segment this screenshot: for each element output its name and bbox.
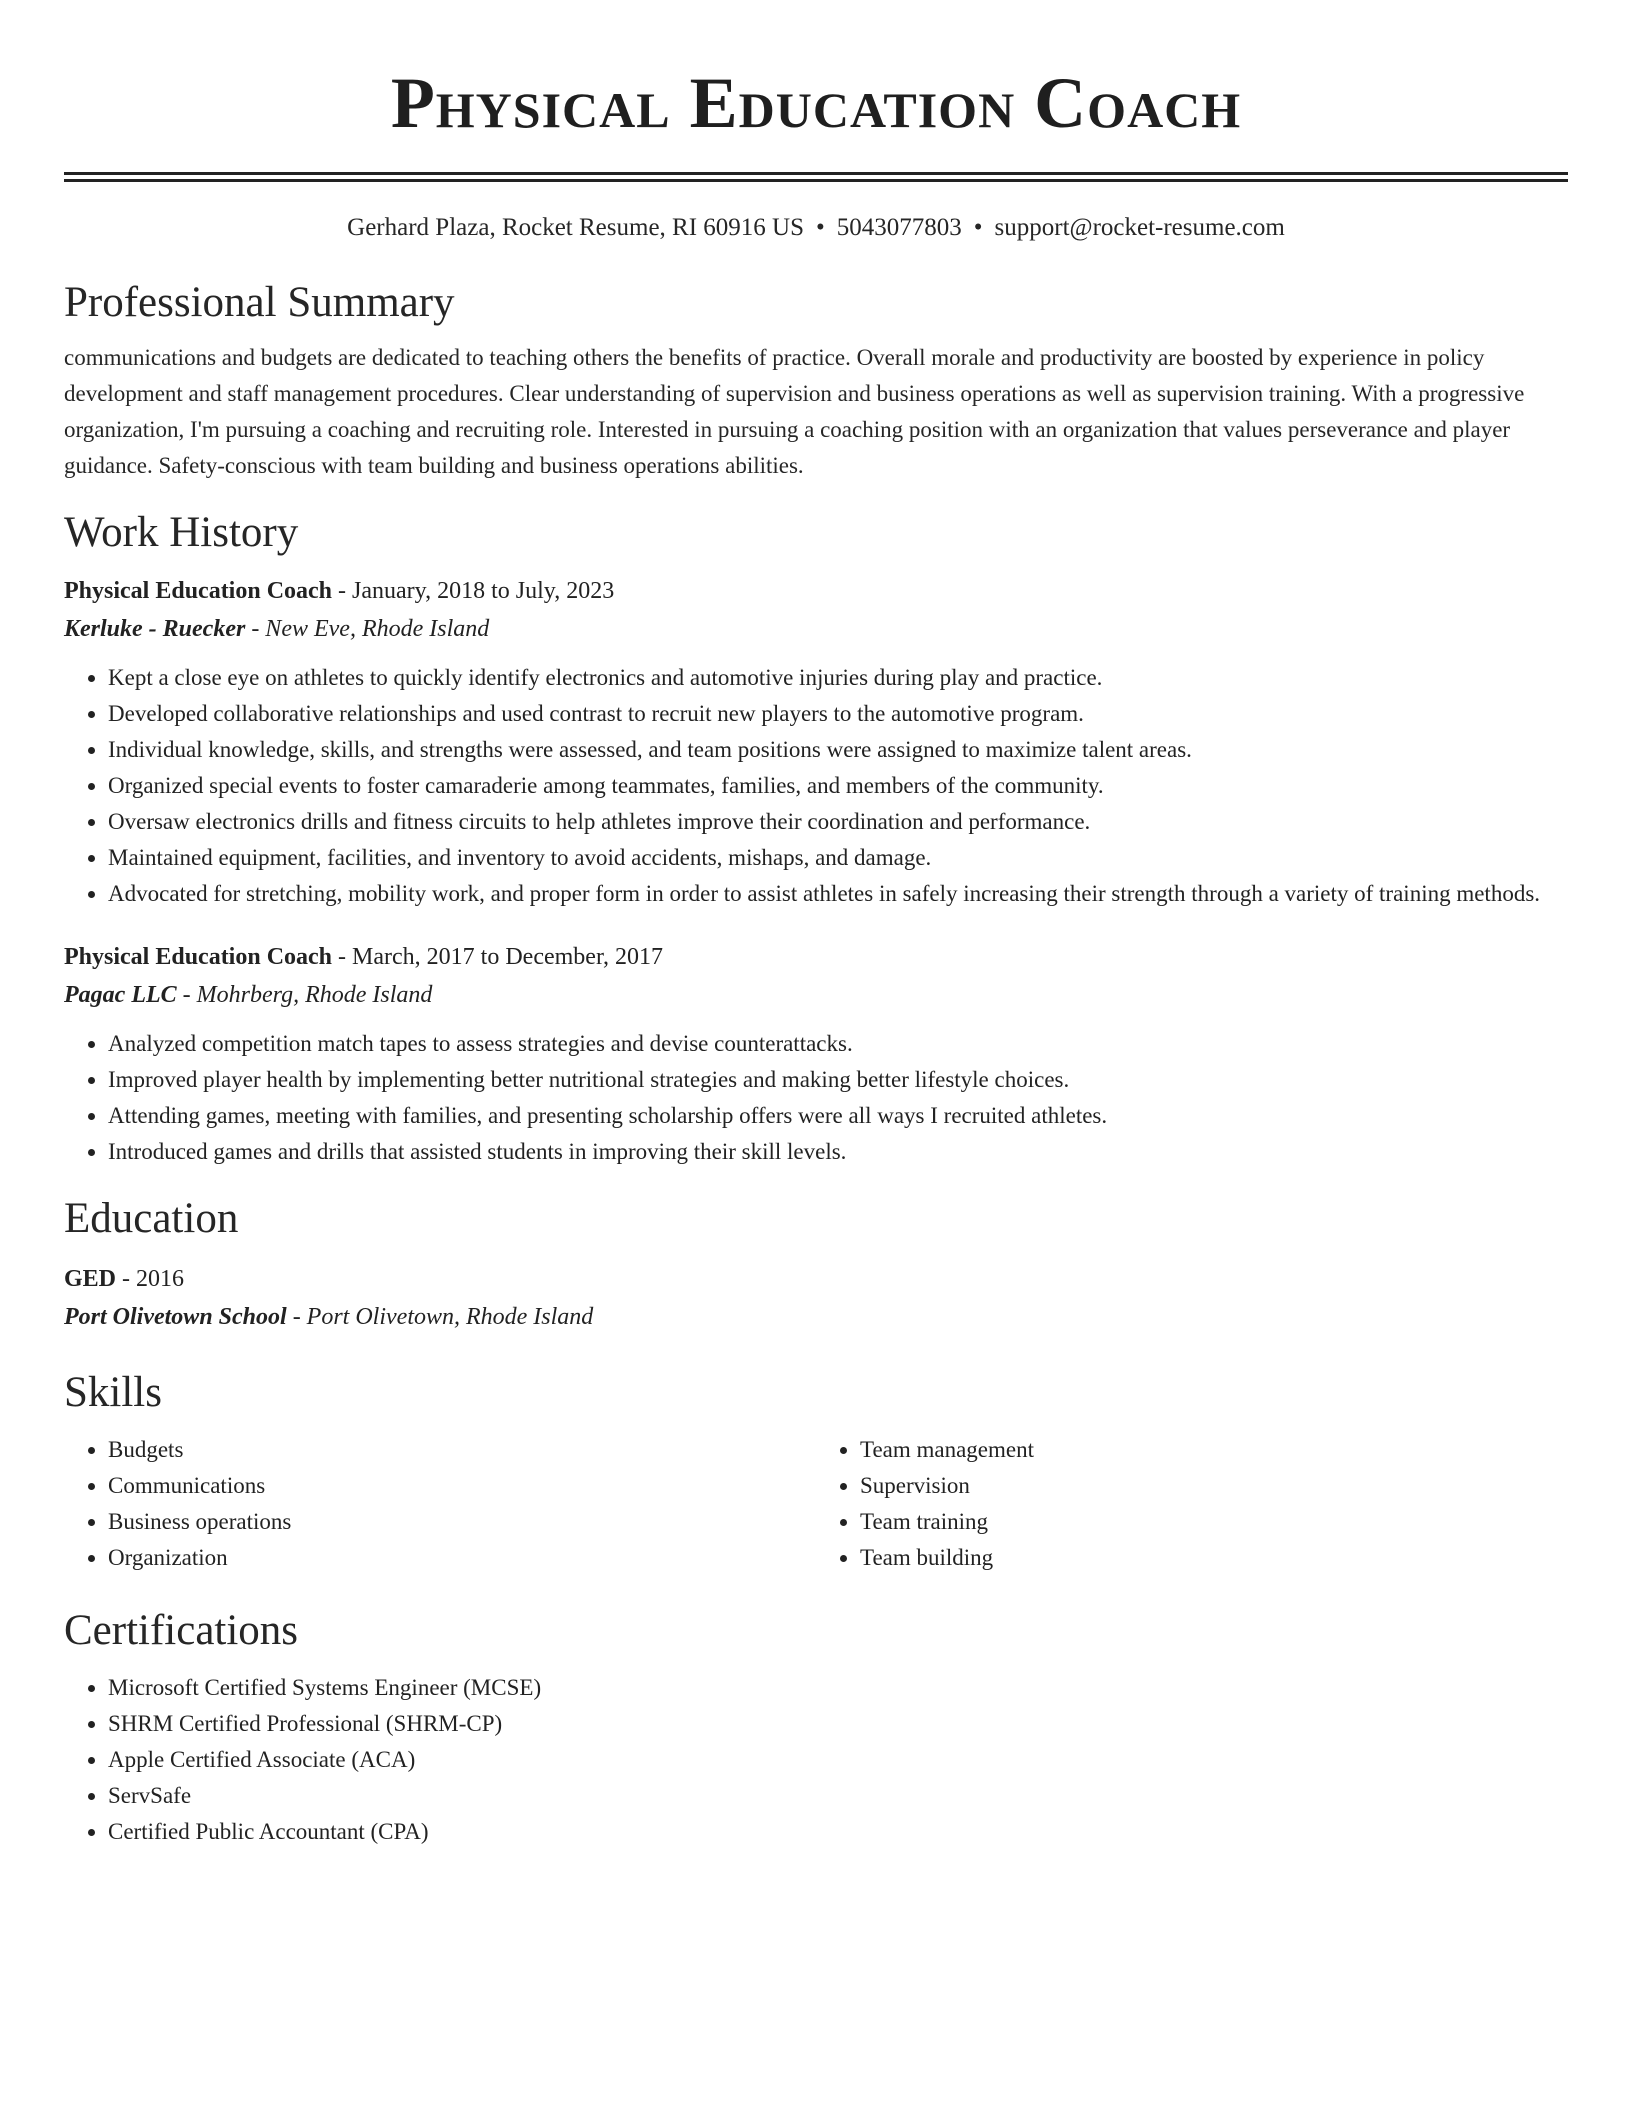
education-year: - 2016 — [116, 1266, 185, 1292]
certification-item: • ServSafe — [108, 1778, 1568, 1814]
job-duty-item: • Improved player health by implementing better nutritional strategies and making better lifestyle choices. — [108, 1062, 1568, 1098]
contact-email: support@rocket-resume.com — [994, 214, 1285, 241]
skill-item: • Team building — [860, 1540, 1568, 1576]
contact-phone: 5043077803 — [836, 214, 962, 241]
job-employer: Kerluke - Ruecker — [64, 616, 246, 642]
job-duty-item: • Analyzed competition match tapes to assess strategies and devise counterattacks. — [108, 1026, 1568, 1062]
job-duty-item: • Oversaw electronics drills and fitness circuits to help athletes improve their coordination and performance. — [108, 804, 1568, 840]
certification-item: • Microsoft Certified Systems Engineer (MCSE) — [108, 1670, 1568, 1706]
education-entry — [64, 1260, 1568, 1336]
job-title-line — [64, 572, 1568, 610]
job-entry — [64, 572, 1568, 912]
job-position: Physical Education Coach — [64, 944, 333, 970]
summary-text: communications and budgets are dedicated to teaching others the benefits of practice. Overall morale and productivity are boosted by experience in policy development and staff management procedures. Clear understanding of supervision and business operations as well as supervision training. With a progressive organization, I'm pursuing a coaching and recruiting role. Interested in pursuing a coaching position with an organization that values perseverance and player guidance. Safety-conscious with team building and business operations abilities. — [64, 345, 1525, 478]
section-title-certifications: Certifications — [64, 1607, 299, 1654]
skill-item: • Supervision — [860, 1468, 1568, 1504]
section-title-summary: Professional Summary — [64, 279, 455, 326]
education-degree-line — [64, 1260, 1568, 1298]
contact-separator: • — [816, 214, 825, 241]
job-duties-list — [64, 660, 1568, 912]
job-duty-item: • Developed collaborative relationships and used contrast to recruit new players to the automotive program. — [108, 696, 1568, 732]
job-position: Physical Education Coach — [64, 578, 333, 604]
job-duty-item: • Organized special events to foster camaraderie among teammates, families, and members of the community. — [108, 768, 1568, 804]
job-location: - Mohrberg, Rhode Island — [176, 982, 433, 1008]
job-duty-item: • Kept a close eye on athletes to quickly identify electronics and automotive injuries during play and practice. — [108, 660, 1568, 696]
section-title-skills: Skills — [64, 1369, 162, 1416]
job-employer: Pagac LLC — [64, 982, 177, 1008]
job-dates: - January, 2018 to July, 2023 — [332, 578, 615, 604]
job-employer-line — [64, 610, 1568, 648]
skills-column-right — [816, 1432, 1568, 1576]
resume-name-title: Physical Education Coach — [390, 63, 1242, 143]
job-duty-item: • Attending games, meeting with families, and presenting scholarship offers were all ways I recruited athletes. — [108, 1098, 1568, 1134]
section-title-education: Education — [64, 1195, 239, 1242]
contact-line — [64, 210, 1568, 246]
certification-item: • Apple Certified Associate (ACA) — [108, 1742, 1568, 1778]
header-double-rule — [64, 172, 1568, 182]
contact-address: Gerhard Plaza, Rocket Resume, RI 60916 US — [347, 214, 805, 241]
job-entry — [64, 938, 1568, 1170]
contact-separator: • — [973, 214, 983, 241]
job-employer-line — [64, 976, 1568, 1014]
job-duty-item: • Advocated for stretching, mobility work, and proper form in order to assist athletes in safely increasing their strength through a variety of training methods. — [108, 876, 1568, 912]
education-school: Port Olivetown School — [64, 1304, 287, 1330]
certification-item: • Certified Public Accountant (CPA) — [108, 1814, 1568, 1850]
skill-item: • Team management — [860, 1432, 1568, 1468]
job-duty-item: • Maintained equipment, facilities, and inventory to avoid accidents, mishaps, and damage. — [108, 840, 1568, 876]
job-duties-list — [64, 1026, 1568, 1170]
skills-grid — [64, 1432, 1568, 1576]
section-title-work-history: Work History — [64, 509, 299, 556]
skill-item: • Organization — [108, 1540, 816, 1576]
job-duty-item: • Introduced games and drills that assisted students in improving their skill levels. — [108, 1134, 1568, 1170]
job-dates: - March, 2017 to December, 2017 — [332, 944, 663, 970]
skills-column-left — [64, 1432, 816, 1576]
job-location: - New Eve, Rhode Island — [245, 616, 490, 642]
skill-item: • Budgets — [108, 1432, 816, 1468]
education-school-line — [64, 1298, 1568, 1336]
skill-item: • Communications — [108, 1468, 816, 1504]
skill-item: • Team training — [860, 1504, 1568, 1540]
certifications-list — [64, 1670, 1568, 1850]
skill-item: • Business operations — [108, 1504, 816, 1540]
job-duty-item: • Individual knowledge, skills, and strengths were assessed, and team positions were assigned to maximize talent areas. — [108, 732, 1568, 768]
job-title-line — [64, 938, 1568, 976]
education-degree: GED — [64, 1266, 117, 1292]
education-location: - Port Olivetown, Rhode Island — [286, 1304, 594, 1330]
certification-item: • SHRM Certified Professional (SHRM-CP) — [108, 1706, 1568, 1742]
